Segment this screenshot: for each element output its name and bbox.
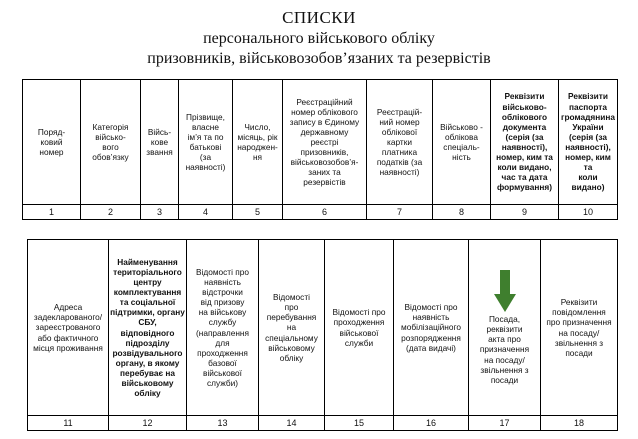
header-text: Реквізити паспорта громадянина України (серія (за наявності), номер, ким та коли видано) (561, 91, 615, 193)
table2-number-row (28, 416, 618, 431)
header-text: Відомості про наявність мобілізаційного розпорядження (дата видачі) (401, 302, 461, 353)
header-text: Реквізити військово- облікового документа (серія (за наявності), номер, ким та коли видано, час та дата формування) (496, 91, 553, 193)
column-number: 13 (187, 416, 259, 431)
header-cell (325, 240, 394, 416)
header-cell (179, 80, 233, 205)
header-text: Поряд- ковий номер (37, 126, 66, 158)
header-text: Реквізити повідомлення про призначення на посаду/ звільнення з посади (546, 297, 612, 358)
header-text: Відомості про проходження військової служби (332, 307, 386, 348)
column-number: 2 (81, 205, 141, 220)
document-subtitle-2: призовників, військовозобов’язаних та резервістів (147, 50, 491, 67)
header-cell (559, 80, 618, 205)
header-cell (367, 80, 433, 205)
header-cell (233, 80, 283, 205)
column-number: 14 (259, 416, 325, 431)
column-number: 4 (179, 205, 233, 220)
header-cell (394, 240, 469, 416)
header-cell (259, 240, 325, 416)
header-cell (109, 240, 187, 416)
column-number: 15 (325, 416, 394, 431)
header-cell (141, 80, 179, 205)
column-number: 18 (541, 416, 618, 431)
header-text: Реєстраційний номер облікового запису в Єдиному державному реєстрі призовників, військовозобов’я- заних та резервістів (289, 96, 360, 188)
header-text: Адреса задекларованого/ зареєстрованого або фактичного місця проживання (33, 302, 103, 353)
column-number: 9 (491, 205, 559, 220)
header-text: Відомості про перебування на спеціальному військовому обліку (265, 292, 318, 363)
register-table-part-2 (27, 239, 618, 431)
column-number: 11 (28, 416, 109, 431)
document-title: СПИСКИ (282, 8, 356, 27)
document-subtitle-1: персонального військового обліку (203, 30, 435, 47)
header-text: Військово - облікова спеціаль- ність (440, 121, 483, 163)
header-cell (433, 80, 491, 205)
down-arrow-icon (494, 270, 516, 312)
header-cell (81, 80, 141, 205)
header-cell (491, 80, 559, 205)
column-number: 3 (141, 205, 179, 220)
column-number: 12 (109, 416, 187, 431)
table1-header-row (23, 80, 618, 205)
header-text: Реєстрацій- ний номер облікової картки платника податків (за наявності) (376, 106, 423, 178)
column-number: 17 (469, 416, 541, 431)
column-number: 7 (367, 205, 433, 220)
column-number: 16 (394, 416, 469, 431)
header-text: Посада, реквізити акта про призначення на посаду/ звільнення з посади (479, 314, 530, 385)
header-text: Прізвище, власне ім’я та по батькові (за наявності) (185, 111, 226, 173)
column-number: 6 (283, 205, 367, 220)
header-cell (187, 240, 259, 416)
header-cell-highlighted (469, 240, 541, 416)
header-text: Війсь- кове звання (146, 126, 173, 158)
header-text: Категорія військо- вого обов’язку (92, 121, 129, 163)
column-number: 8 (433, 205, 491, 220)
header-cell (541, 240, 618, 416)
column-number: 10 (559, 205, 618, 220)
header-cell (23, 80, 81, 205)
header-cell (28, 240, 109, 416)
table2-header-row (28, 240, 618, 416)
header-text: Найменування територіального центру комплектування та соціальної підтримки, органу СБУ, відповідного підрозділу розвідувального органу, в якому перебуває на військовому обліку (110, 256, 185, 399)
column-number: 1 (23, 205, 81, 220)
header-text: Відомості про наявність відстрочки від призову на військову службу (направлення для проходження базової військової служби) (195, 266, 249, 389)
register-table-part-1 (22, 79, 618, 220)
table1-number-row (23, 205, 618, 220)
header-text: Число, місяць, рік народжен- ня (237, 121, 278, 163)
column-number: 5 (233, 205, 283, 220)
header-cell (283, 80, 367, 205)
